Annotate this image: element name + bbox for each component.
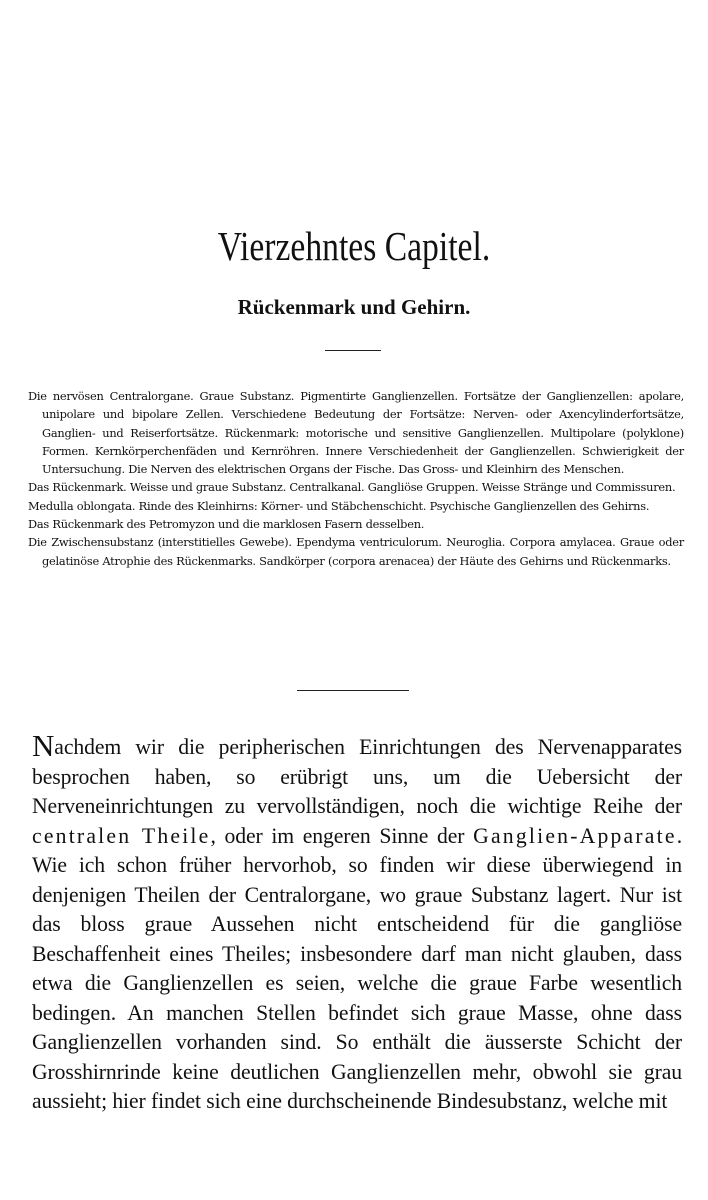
body-text-part: , oder im engeren Sinne der	[210, 823, 474, 848]
summary-paragraph: Das Rückenmark. Weisse und graue Substanz. Centralkanal. Gangliöse Gruppen. Weisse Stränge und Commissuren.	[28, 480, 676, 495]
chapter-title: Vierzehntes Capitel.	[217, 223, 491, 269]
body-text-part: achdem wir die peripherischen Einrichtungen des Nervenapparates besprochen haben, so erübrigt uns, um die Uebersicht der Nerveneinrichtungen zu vervollständigen, noch die wichtige Reihe der	[32, 735, 682, 818]
body-paragraph	[32, 728, 683, 1117]
summary-paragraph: Medulla oblongata. Rinde des Kleinhirns: Körner- und Stäbchenschicht. Psychische Ganglienzellen des Gehirns.	[28, 498, 650, 513]
summary-paragraph: Die Zwischensubstanz (interstitielles Gewebe). Ependyma ventriculorum. Neuroglia. Corpora amylacea. Graue oder gelatinöse Atrophie des Rückenmarks. Sandkörper (corpora arenacea) der Häute des Gehirns und Rückenmarks.	[28, 535, 684, 568]
summary-paragraph: Das Rückenmark des Petromyzon und die marklosen Fasern desselben.	[28, 517, 425, 532]
summary-paragraph: Die nervösen Centralorgane. Graue Substanz. Pigmentirte Ganglienzellen. Fortsätze der Ganglienzellen: apolare, unipolare und bipolare Zellen. Verschiedene Bedeutung der Fortsätze: Nerven- oder Axencylinderfortsätze, Ganglien- und Reiserfortsätze. Rückenmark: motorische und sensitive Ganglienzellen. Multipolare (polyklone) Formen. Kernkörperchenfäden und Kernröhren. Innere Verschiedenheit der Ganglienzellen. Schwierigkeit der Untersuchung. Die Nerven des elektrischen Organs der Fische. Das Gross- und Kleinhirn des Menschen.	[28, 389, 684, 477]
emphasized-term: Ganglien-Apparate	[473, 823, 677, 848]
chapter-subtitle: Rückenmark und Gehirn.	[237, 295, 471, 319]
emphasized-term: centralen Theile	[32, 823, 211, 848]
drop-cap: N	[32, 728, 55, 763]
chapter-summary	[28, 387, 684, 570]
title-divider	[325, 350, 381, 351]
summary-divider	[297, 690, 409, 691]
body-text-part: . Wie ich schon früher hervorhob, so finden wir diese überwiegend in denjenigen Theilen der Centralorgane, wo graue Substanz lagert. Nur ist das bloss graue Aussehen nicht entscheidend für die gangliöse Beschaffenheit eines Theiles; insbesondere darf man nicht glauben, dass etwa die Ganglienzellen es seien, welche die graue Farbe wesentlich bedingen. An manchen Stellen befindet sich graue Masse, ohne dass Ganglienzellen vorhanden sind. So enthält die äusserste Schicht der Grosshirnrinde keine deutlichen Ganglienzellen mehr, obwohl sie grau aussieht; hier findet sich eine durchscheinende Bindesubstanz, welche mit	[32, 823, 683, 1113]
